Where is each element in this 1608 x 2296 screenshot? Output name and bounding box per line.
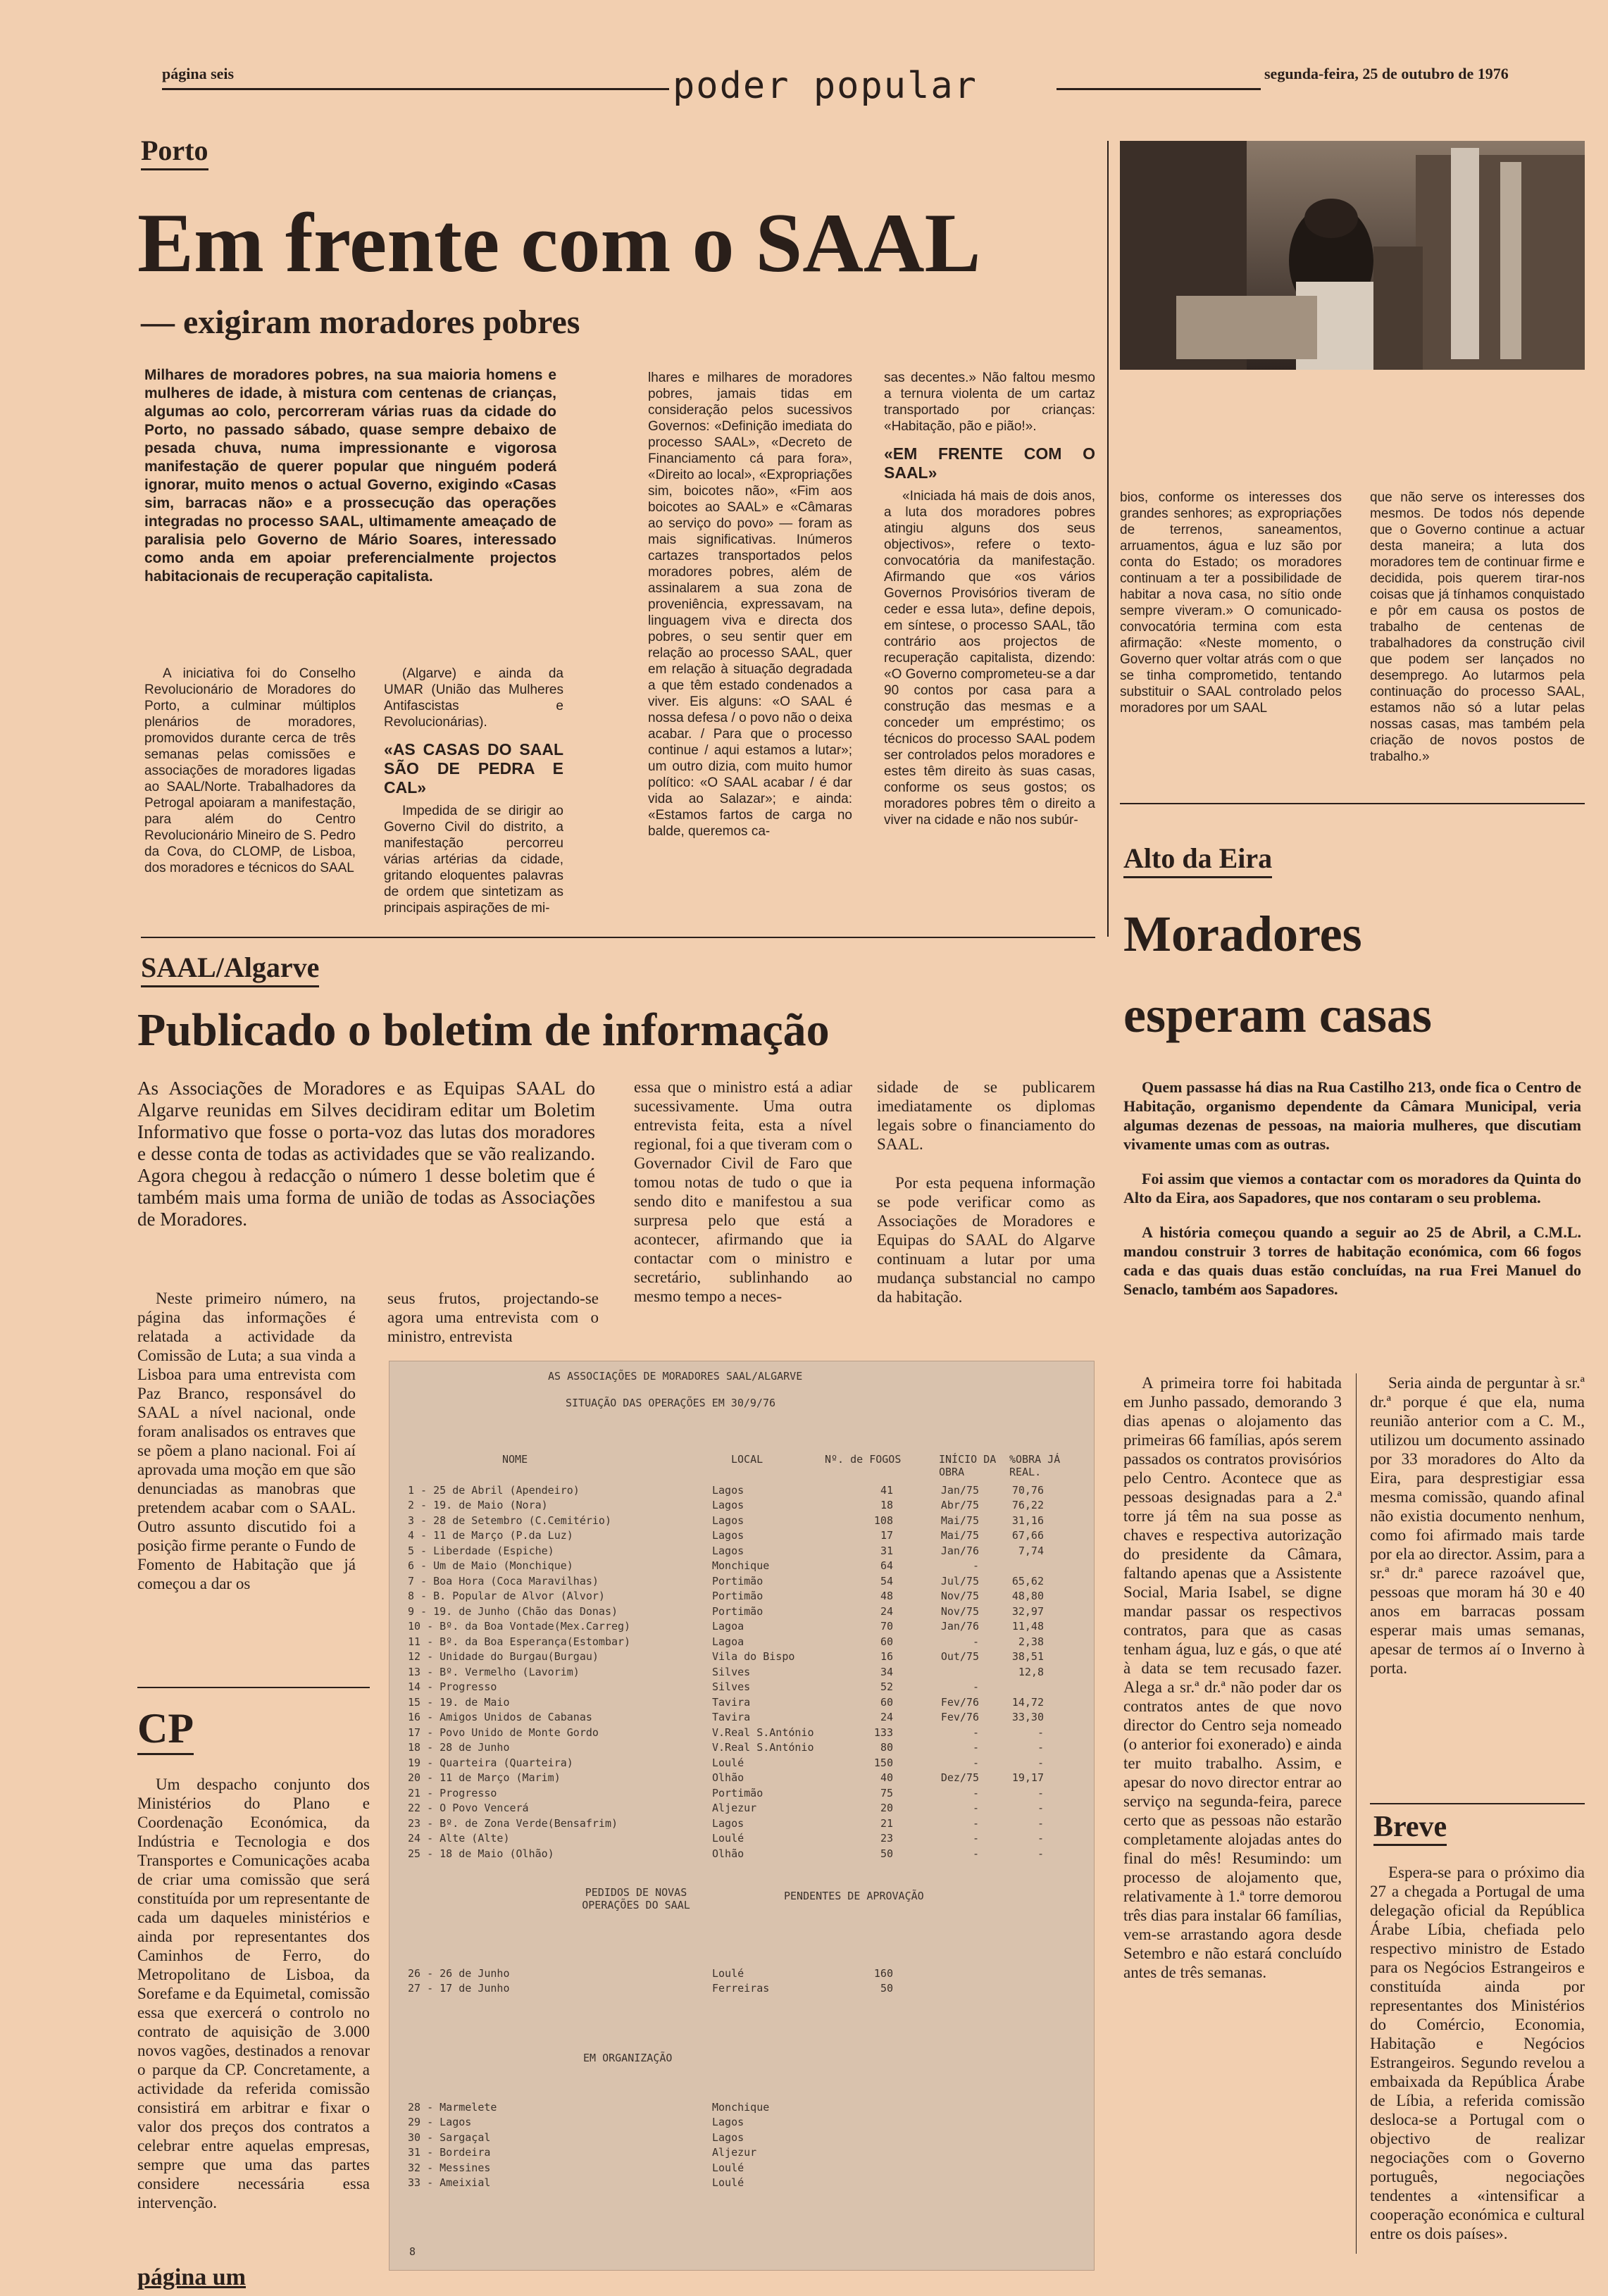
divider-cp-top: [137, 1687, 370, 1688]
operation-row: [404, 1589, 1048, 1604]
operation-cell: Tavira: [712, 1711, 751, 1724]
operation-row: [404, 1604, 1048, 1619]
operation-cell: Loulé: [712, 1756, 744, 1769]
operation-cell: -: [1037, 1816, 1044, 1830]
operation-cell: 21 - Progresso: [408, 1786, 497, 1799]
operation-cell: 20 - 11 de Março (Marim): [408, 1771, 561, 1785]
operation-cell: 80: [880, 1741, 893, 1754]
operation-cell: Jan/76: [940, 1620, 979, 1633]
operation-cell: -: [1037, 1726, 1044, 1739]
operation-cell: 48,80: [1011, 1590, 1044, 1603]
eira-lead-3: A história começou quando a seguir ao 25 de Abril, a C.M.L. mandou construir 3 torres de habitação económica, com 66 fogos cada e das quais duas estão concluídas, na rua Frei Manuel do Senaclo, também aos Sapadores.: [1123, 1223, 1581, 1298]
operations-table-box: [389, 1361, 1095, 2271]
operation-cell: 67,66: [1011, 1529, 1044, 1542]
porto-col4-subhead: «EM FRENTE COM O SAAL»: [884, 444, 1095, 482]
operation-cell: 21: [880, 1816, 893, 1830]
organizing-row: [404, 2100, 840, 2115]
porto-column-4: [884, 370, 1095, 926]
operation-row: [404, 1846, 1048, 1861]
operation-row: [404, 1664, 1048, 1680]
operation-cell: Lagoa: [712, 1620, 744, 1633]
operation-cell: Fev/76: [940, 1695, 979, 1709]
operation-cell: 40: [880, 1771, 893, 1785]
algarve-column-2: [634, 1078, 852, 1349]
operation-cell: -: [1037, 1832, 1044, 1845]
operation-cell: Jul/75: [940, 1574, 979, 1587]
table-header-local: LOCAL: [731, 1453, 764, 1466]
operation-cell: -: [972, 1756, 979, 1769]
operation-cell: -: [1037, 1756, 1044, 1769]
porto-column-6: [1370, 489, 1585, 799]
algarve-body-column-2: [387, 1289, 599, 1352]
table-page-mark: 8: [409, 2245, 416, 2258]
operation-cell: Abr/75: [940, 1499, 979, 1512]
porto-column-1: [144, 666, 356, 926]
org-title: EM ORGANIZAÇÃO: [583, 2052, 673, 2064]
operation-cell: Mai/75: [940, 1529, 979, 1542]
operation-cell: Lagos: [712, 1514, 744, 1527]
operation-cell: 14,72: [1011, 1695, 1044, 1709]
operation-cell: 20: [880, 1802, 893, 1815]
section-kicker-porto: Porto: [141, 134, 208, 170]
operation-cell: Vila do Bispo: [712, 1650, 795, 1664]
operation-row: [404, 1785, 1048, 1801]
operation-row: [404, 1710, 1048, 1726]
eira-lead-1: Quem passasse há dias na Rua Castilho 213, onde fica o Centro de Habitação, organismo dependente da Câmara Municipal, veria algumas dezenas de pessoas, na maioria mulheres, que discutiam vivamente umas com as outras.: [1123, 1078, 1581, 1153]
operation-row: [404, 1513, 1048, 1528]
operation-cell: -: [972, 1847, 979, 1860]
operation-cell: Portimão: [712, 1590, 764, 1603]
organizing-cell: 30 - Sargaçal: [408, 2130, 491, 2144]
issue-date: segunda-feira, 25 de outubro de 1976: [1264, 65, 1509, 82]
operation-cell: 32,97: [1011, 1604, 1044, 1618]
operation-cell: -: [1037, 1741, 1044, 1754]
operation-cell: 11 - Bº. da Boa Esperança(Estombar): [408, 1635, 631, 1648]
operation-cell: Aljezur: [712, 1802, 757, 1815]
operation-cell: -: [972, 1559, 979, 1573]
operation-cell: -: [972, 1726, 979, 1739]
table-title: AS ASSOCIAÇÕES DE MORADORES SAAL/ALGARVE: [548, 1370, 803, 1383]
operation-cell: 133: [873, 1726, 893, 1739]
operation-row: [404, 1755, 1048, 1771]
organizing-cell: Loulé: [712, 2161, 744, 2174]
operation-cell: 5 - Liberdade (Espiche): [408, 1544, 554, 1557]
pending-title-a: PEDIDOS DE NOVAS OPERAÇÕES DO SAAL: [582, 1886, 690, 1911]
divider-breve-top: [1370, 1803, 1585, 1804]
operation-cell: 24: [880, 1711, 893, 1724]
operation-cell: 38,51: [1011, 1650, 1044, 1664]
porto-column-5: [1120, 489, 1342, 799]
divider-eira-top: [1120, 803, 1585, 804]
table-header-name: NOME: [502, 1453, 528, 1466]
cp-body-column: [137, 1775, 370, 2261]
operation-cell: V.Real S.António: [712, 1741, 814, 1754]
organizing-cell: 29 - Lagos: [408, 2116, 472, 2129]
operation-cell: 70: [880, 1620, 893, 1633]
eira-col1-text: A primeira torre foi habitada em Junho passado, demorando 3 dias apenas o alojamento das primeiras 66 famílias, após serem passados os contratos provisórios pelo Centro. Acontece que as pessoas designadas para a 2.ª torre já têm na sua posse as chaves e respectiva autorização do presidente da Câmara, faltando apenas que a Assistente Social, Maria Isabel, se digne mandar passar os respectivos contratos, para que as casas tenham água, luz e gás, o que até à data se tem recusado fazer. Alega a sr.ª dr.ª não poder dar os contratos antes de que novo director do Centro seja nomeado (o anterior foi exonerado) e ainda ter muito trabalho. Assim, e apesar do novo director entrar ao serviço na segunda-feira, parece certo que as pessoas não estarão completamente alojadas antes do final do mês! Resumindo: um processo de alojamento que, relativamente à 1.ª torre demorou três dias para instalar 66 famílias, vem-se arrastando agora desde Setembro e não estará concluído antes de três semanas.: [1123, 1374, 1342, 1981]
org-table: [404, 2100, 840, 2190]
porto-col2-text-a: (Algarve) e ainda da UMAR (União das Mulheres Antifascistas e Revolucionárias).: [384, 666, 563, 730]
organizing-row: [404, 2160, 840, 2176]
organizing-row: [404, 2130, 840, 2145]
operation-cell: 60: [880, 1695, 893, 1709]
operation-cell: 4 - 11 de Março (P.da Luz): [408, 1529, 573, 1542]
operation-cell: Nov/75: [940, 1604, 979, 1618]
pending-table: [404, 1966, 897, 1996]
eira-lead-2: Foi assim que viemos a contactar com os moradores da Quinta do Alto da Eira, aos Sapadores, que nos contaram o seu problema.: [1123, 1170, 1581, 1206]
pending-cell: 26 - 26 de Junho: [408, 1966, 510, 1980]
operation-cell: 19,17: [1011, 1771, 1044, 1785]
operation-row: [404, 1816, 1048, 1831]
table-header-obra: %OBRA JÁ REAL.: [1009, 1453, 1061, 1478]
operation-cell: 150: [873, 1756, 893, 1769]
operation-row: [404, 1801, 1048, 1816]
operation-cell: 16 - Amigos Unidos de Cabanas: [408, 1711, 592, 1724]
operation-cell: 14 - Progresso: [408, 1680, 497, 1694]
porto-column-2: [384, 666, 563, 926]
algarve-body2-text: seus frutos, projectando-se agora uma entrevista com o ministro, entrevista: [387, 1290, 599, 1345]
operation-cell: 8 - B. Popular de Alvor (Alvor): [408, 1590, 605, 1603]
header-rule-left: [162, 88, 669, 90]
pending-cell: Loulé: [712, 1966, 744, 1980]
operation-row: [404, 1680, 1048, 1695]
operation-cell: 31,16: [1011, 1514, 1044, 1527]
operation-cell: 41: [880, 1483, 893, 1497]
operation-cell: 12,8: [1018, 1665, 1044, 1678]
operation-cell: -: [1037, 1847, 1044, 1860]
operation-cell: 60: [880, 1635, 893, 1648]
pending-cell: 160: [873, 1966, 893, 1980]
operation-cell: 10 - Bº. da Boa Vontade(Mex.Carreg): [408, 1620, 631, 1633]
operation-cell: 18 - 28 de Junho: [408, 1741, 510, 1754]
operation-cell: Fev/76: [940, 1711, 979, 1724]
algarve-col2-text: essa que o ministro está a adiar sucessivamente. Uma outra entrevista feita, esta a nível regional, foi a que tiveram com o Governador Civil de Faro que tomou notas de tudo o que ia sendo dito e manifestou a sua surpresa pelo que está a acontecer, afirmando que ia contactar com o ministro e secretário, sublinhando ao mesmo tempo a neces-: [634, 1078, 852, 1305]
pending-cell: 50: [880, 1982, 893, 1995]
footer-page-label: página um: [137, 2264, 246, 2290]
operation-cell: 15 - 19. de Maio: [408, 1695, 510, 1709]
algarve-col3-text-a: sidade de se publicarem imediatamente os diplomas legais sobre o financiamento do SAAL.: [877, 1078, 1095, 1153]
operation-cell: -: [972, 1741, 979, 1754]
operation-cell: -: [972, 1635, 979, 1648]
operation-cell: 19 - Quarteira (Quarteira): [408, 1756, 573, 1769]
operation-row: [404, 1771, 1048, 1786]
operation-cell: Lagoa: [712, 1635, 744, 1648]
eira-lead: [1123, 1078, 1581, 1373]
operation-cell: 9 - 19. de Junho (Chão das Donas): [408, 1604, 618, 1618]
operation-cell: 2 - 19. de Maio (Nora): [408, 1499, 548, 1512]
operation-cell: 64: [880, 1559, 893, 1573]
porto-col3-text: lhares e milhares de moradores pobres, jamais tidas em consideração pelos sucessivos Governos: «Definição imediata do processo SAAL», «Decreto de Financiamento cá para fora», «Direito ao local», «Expropriações sim, boicotes não», «Fim aos boicotes ao SAAL» e «Câmaras ao serviço do povo» — foram as mais significativas. Inúmeros cartazes transportados pelos moradores pobres, além de assinalarem a sua zona de proveniência, expressavam, na linguagem viva e directa dos pobres, o seu sentir quer em relação ao processo SAAL, quer em relação à situação degradada a que têm estado condenados a viver. Eis alguns: «O SAAL é nossa defesa / o povo não o deixa acabar. / Para que o processo continue / aqui estamos a lutar»; um outro dizia, com muito humor político: «O SAAL acabar / é dar vida ao Salazar»; e ainda: «Estamos fartos de carga no balde, queremos ca-: [648, 370, 852, 839]
operation-cell: [983, 1680, 1048, 1695]
operation-cell: Lagos: [712, 1544, 744, 1557]
operation-cell: 75: [880, 1786, 893, 1799]
operation-cell: 31: [880, 1544, 893, 1557]
eira-column-1: [1123, 1373, 1342, 2254]
headline-eira-line-2: esperam casas: [1123, 987, 1432, 1043]
breve-body-text: Espera-se para o próximo dia 27 a chegada a Portugal de uma delegação oficial da República Árabe Líbia, chefiada pelo respectivo ministro de Estado para os Negócios Estrangeiros e constituída ainda por representantes dos Ministérios do Comércio, Economia, Habitação e Negócios Estrangeiros. Segundo revelou a embaixada da República Árabe de Líbia, a referida comissão desloca-se a Portugal com o objectivo de realizar negociações com o Governo português, negociações tendentes a «intensificar a cooperação económica e cultural entre os dois países».: [1370, 1864, 1585, 2242]
masthead: poder popular: [673, 65, 978, 107]
section-kicker-breve: Breve: [1373, 1810, 1447, 1846]
operation-cell: Portimão: [712, 1786, 764, 1799]
porto-col4-text-b: «Iniciada há mais de dois anos, a luta dos moradores pobres atingiu alguns dos seus objectivos», refere o texto-convocatória da manifestação. Afirmando que «os vários Governos Provisórios tiveram de ceder e essa luta», define depois, em síntese, o processo SAAL, tão contrário aos projectos de recuperação capitalista, dizendo: «O Governo comprometeu-se a dar 90 contos por casa para a construção das mesmas e a conceder um empréstimo; os técnicos do processo SAAL podem ser controlados pelos moradores e estes têm direito às suas casas, conforme os seus gostos; os moradores pobres têm o direito a viver na cidade e não nos subúr-: [884, 489, 1095, 828]
operation-cell: V.Real S.António: [712, 1726, 814, 1739]
section-kicker-cp: CP: [137, 1704, 194, 1755]
operation-cell: 3 - 28 de Setembro (C.Cemitério): [408, 1514, 611, 1527]
organizing-cell: Monchique: [712, 2100, 770, 2114]
photo-demonstration: [1120, 141, 1585, 370]
operation-cell: -: [972, 1832, 979, 1845]
operation-cell: 18: [880, 1499, 893, 1512]
operation-cell: 11,48: [1011, 1620, 1044, 1633]
operation-cell: -: [972, 1680, 979, 1694]
operation-cell: Nov/75: [940, 1590, 979, 1603]
operation-cell: 76,22: [1011, 1499, 1044, 1512]
operation-cell: 6 - Um de Maio (Monchique): [408, 1559, 573, 1573]
operation-cell: 1 - 25 de Abril (Apendeiro): [408, 1483, 580, 1497]
operation-cell: [983, 1559, 1048, 1574]
organizing-cell: Lagos: [712, 2116, 744, 2129]
organizing-cell: Loulé: [712, 2176, 744, 2190]
organizing-cell: 32 - Messines: [408, 2161, 491, 2174]
operation-cell: Silves: [712, 1665, 751, 1678]
operation-row: [404, 1559, 1048, 1574]
cp-body-text: Um despacho conjunto dos Ministérios do Plano e Coordenação Económica, da Indústria e Tecnologia e dos Transportes e Comunicações acaba de criar uma comissão que será constituída por um representante de cada um daqueles ministérios e ainda por representantes dos Caminhos de Ferro, do Metropolitano de Lisboa, da Sorefame e da Equimetal, comissão essa que exercerá o controlo no contrato de aquisição de 3.000 novos vagões, destinados a renovar o parque da CP. Concretamente, a actividade da referida comissão consistirá em arbitrar e fixar o valor dos preços dos contratos a celebrar entre aquelas empresas, sempre que uma das partes considere necessária essa intervenção.: [137, 1776, 370, 2211]
headline-porto: Em frente com o SAAL: [137, 196, 981, 289]
pending-row: [404, 1966, 897, 1981]
algarve-col3-text-b: Por esta pequena informação se pode verificar como as Associações de Moradores e Equipas do SAAL do Algarve continuam a lutar por uma mudança substancial no campo da habitação.: [877, 1174, 1095, 1306]
operation-cell: -: [972, 1786, 979, 1799]
porto-column-3: [648, 370, 852, 926]
headline-algarve: Publicado o boletim de informação: [137, 1004, 830, 1056]
eira-column-2: [1370, 1373, 1585, 1782]
operation-row: [404, 1498, 1048, 1514]
operation-cell: 2,38: [1018, 1635, 1044, 1648]
operation-row: [404, 1634, 1048, 1649]
organizing-row: [404, 2176, 840, 2191]
header-rule-right: [1057, 88, 1261, 90]
table-subtitle: SITUAÇÃO DAS OPERAÇÕES EM 30/9/76: [566, 1397, 776, 1409]
operation-cell: 34: [880, 1665, 893, 1678]
operation-cell: 13 - Bº. Vermelho (Lavorim): [408, 1665, 580, 1678]
lead-paragraph-porto: Milhares de moradores pobres, na sua maioria homens e mulheres de idade, à mistura com centenas de crianças, algumas ao colo, percorreram várias ruas da cidade do Porto, no passado sábado, quase sempre debaixo de pesada chuva, numa impressionante e vigorosa manifestação de querer popular que ninguém poderá ignorar, muito menos o actual Governo, exigindo «Casas sim, barracas não» e a prossecução das operações integradas no processo SAAL, ultimamente ameaçado de paralisia pelo Governo de Mário Soares, interessado como anda em apoiar preferencialmente projectos habitacionais de recuperação capitalista.: [144, 367, 556, 585]
organizing-cell: Aljezur: [712, 2146, 757, 2159]
operation-cell: Lagos: [712, 1816, 744, 1830]
operation-cell: 16: [880, 1650, 893, 1664]
vertical-rule-eira: [1356, 1373, 1357, 2254]
breve-column: [1370, 1863, 1585, 2264]
operation-cell: Olhão: [712, 1847, 744, 1860]
operation-row: [404, 1695, 1048, 1710]
lead-paragraph-algarve: As Associações de Moradores e as Equipas SAAL do Algarve reunidas em Silves decidiram editar um Boletim Informativo que fosse o porta-voz das lutas dos moradores e desse conta de todas as actividades que se vão realizando. Agora chegou à redacção o número 1 desse boletim que é também mais uma forma de união de todas as Associações de Moradores.: [137, 1078, 595, 1230]
divider-porto-bottom: [141, 937, 1095, 938]
operation-cell: 17: [880, 1529, 893, 1542]
operation-cell: [897, 1664, 983, 1680]
pending-row: [404, 1981, 897, 1997]
pending-cell: 27 - 17 de Junho: [408, 1982, 510, 1995]
operation-cell: 50: [880, 1847, 893, 1860]
organizing-cell: 33 - Ameixial: [408, 2176, 491, 2190]
operation-cell: 24: [880, 1604, 893, 1618]
operation-cell: 33,30: [1011, 1711, 1044, 1724]
operation-cell: 108: [873, 1514, 893, 1527]
page-number-label: página seis: [162, 65, 235, 82]
operation-cell: 23 - Bº. de Zona Verde(Bensafrim): [408, 1816, 618, 1830]
porto-col4-text-a: sas decentes.» Não faltou mesmo a ternura violenta de um cartaz transportado por crianças: «Habitação, pão e pião!».: [884, 370, 1095, 434]
operation-cell: Jan/75: [940, 1483, 979, 1497]
operation-cell: Dez/75: [940, 1771, 979, 1785]
table-header-inicio: INÍCIO DA OBRA: [939, 1453, 997, 1478]
operation-cell: -: [972, 1816, 979, 1830]
operation-cell: 70,76: [1011, 1483, 1044, 1497]
operation-cell: 7,74: [1018, 1544, 1044, 1557]
vertical-rule-main: [1107, 141, 1109, 937]
operation-cell: Olhão: [712, 1771, 744, 1785]
algarve-body-column-1: [137, 1289, 356, 1680]
porto-col2-subhead: «AS CASAS DO SAAL SÃO DE PEDRA E CAL»: [384, 740, 563, 797]
operation-row: [404, 1528, 1048, 1544]
headline-eira-line-1: Moradores: [1123, 906, 1362, 962]
operation-cell: 7 - Boa Hora (Coca Maravilhas): [408, 1574, 599, 1587]
operation-cell: Portimão: [712, 1574, 764, 1587]
algarve-body1-text: Neste primeiro número, na página das informações é relatada a actividade da Comissão de Luta; a sua vinda a Lisboa para uma entrevista com Paz Branco, responsável do SAAL a nível nacional, onde foram analisados os entraves que se põem a plano nacional. Foi aí aprovada uma moção em que são denunciadas as manobras que pretendem acabar com o SAAL. Outro assunto discutido foi a posição firme perante o Fundo de Fomento de Habitação que já começou a dar os: [137, 1290, 356, 1592]
operation-cell: 24 - Alte (Alte): [408, 1832, 510, 1845]
algarve-column-3: [877, 1078, 1095, 1349]
operation-cell: Jan/76: [940, 1544, 979, 1557]
operation-row: [404, 1740, 1048, 1756]
operation-cell: -: [1037, 1802, 1044, 1815]
operation-cell: 23: [880, 1832, 893, 1845]
organizing-row: [404, 2145, 840, 2161]
section-kicker-algarve: SAAL/Algarve: [141, 951, 319, 987]
operation-cell: Portimão: [712, 1604, 764, 1618]
operation-cell: 12 - Unidade do Burgau(Burgau): [408, 1650, 599, 1664]
operation-row: [404, 1619, 1048, 1635]
pending-title-b: PENDENTES DE APROVAÇÃO: [784, 1890, 924, 1902]
operation-cell: Loulé: [712, 1832, 744, 1845]
section-kicker-eira: Alto da Eira: [1123, 842, 1272, 878]
operation-cell: 48: [880, 1590, 893, 1603]
pending-cell: Ferreiras: [712, 1982, 770, 1995]
subheadline-porto: — exigiram moradores pobres: [141, 304, 580, 341]
operation-cell: Silves: [712, 1680, 751, 1694]
operation-cell: 22 - O Povo Vencerá: [408, 1802, 529, 1815]
operation-cell: 54: [880, 1574, 893, 1587]
table-header-fogos: Nº. de FOGOS: [825, 1453, 902, 1466]
operation-row: [404, 1831, 1048, 1847]
operation-cell: Tavira: [712, 1695, 751, 1709]
operation-row: [404, 1543, 1048, 1559]
operation-cell: 25 - 18 de Maio (Olhão): [408, 1847, 554, 1860]
operation-cell: -: [972, 1802, 979, 1815]
operation-cell: Lagos: [712, 1529, 744, 1542]
porto-col1-text: A iniciativa foi do Conselho Revolucionário de Moradores do Porto, a culminar múltiplos plenários de moradores, promovidos durante cerca de três semanas pelas comissões e associações de moradores ligadas ao SAAL/Norte. Trabalhadores da Petrogal apoiaram a manifestação, para além do Centro Revolucionário Mineiro de S. Pedro da Cova, do CLOMP, de Lisboa, dos moradores e técnicos do SAAL: [144, 666, 356, 875]
operation-cell: Lagos: [712, 1483, 744, 1497]
operation-cell: Monchique: [712, 1559, 770, 1573]
operations-table: [404, 1483, 1048, 1861]
operation-cell: 52: [880, 1680, 893, 1694]
porto-col5-text: bios, conforme os interesses dos grandes senhores; as expropriações de terrenos, saneamentos, arruamentos, água e luz são por conta do Estado; os moradores continuam a ter a possibilidade de habitar a nova casa, no sítio onde sempre viveram.» O comunicado-convocatória termina com esta afirmação: «Neste momento, o Governo quer voltar atrás com o que se tinha comprometido, tentando substituir o SAAL controlado pelos moradores por um SAAL: [1120, 490, 1342, 716]
operation-row: [404, 1649, 1048, 1665]
operation-cell: Lagos: [712, 1499, 744, 1512]
operation-cell: Out/75: [940, 1650, 979, 1664]
porto-col2-text-b: Impedida de se dirigir ao Governo Civil do distrito, a manifestação percorreu várias artérias da cidade, gritando eloquentes palavras de ordem que sintetizam as principais aspirações de mi-: [384, 804, 563, 916]
operation-cell: Mai/75: [940, 1514, 979, 1527]
operation-row: [404, 1573, 1048, 1589]
organizing-cell: 28 - Marmelete: [408, 2100, 497, 2114]
operation-cell: -: [1037, 1786, 1044, 1799]
organizing-cell: 31 - Bordeira: [408, 2146, 491, 2159]
operation-row: [404, 1483, 1048, 1498]
operation-row: [404, 1725, 1048, 1740]
operation-cell: 17 - Povo Unido de Monte Gordo: [408, 1726, 599, 1739]
photo-image: [1120, 141, 1585, 370]
operation-cell: 65,62: [1011, 1574, 1044, 1587]
organizing-cell: Lagos: [712, 2130, 744, 2144]
eira-col2-text: Seria ainda de perguntar à sr.ª dr.ª porque é que ela, numa reunião anterior com a C. M., utilizou um documento assinado por 33 moradores do Alto da Eira, para desprestigiar essa mesma comissão, quando afinal não existia documento nenhum, como foi afirmado mais tarde por ela ao director. Assim, para a sr.ª dr.ª parece razoável que, pessoas que moram há 30 e 40 anos em barracas possam esperar mais umas semanas, apesar de termos aí o Inverno à porta.: [1370, 1374, 1585, 1677]
porto-col6-text: que não serve os interesses dos mesmos. De todos nós depende que o Governo continue a actuar desta maneira; a luta dos moradores tem de continuar firme e decidida, pois querem tirar-nos coisas que já tínhamos conquistado e pôr em causa os postos de trabalho de centenas de trabalhadores da construção civil que podem ser lançados no desemprego. Ao lutarmos pela continuação do processo SAAL, estamos não só a lutar pelas nossas casas, mas também pela criação de novos postos de trabalho.»: [1370, 490, 1585, 764]
organizing-row: [404, 2115, 840, 2130]
